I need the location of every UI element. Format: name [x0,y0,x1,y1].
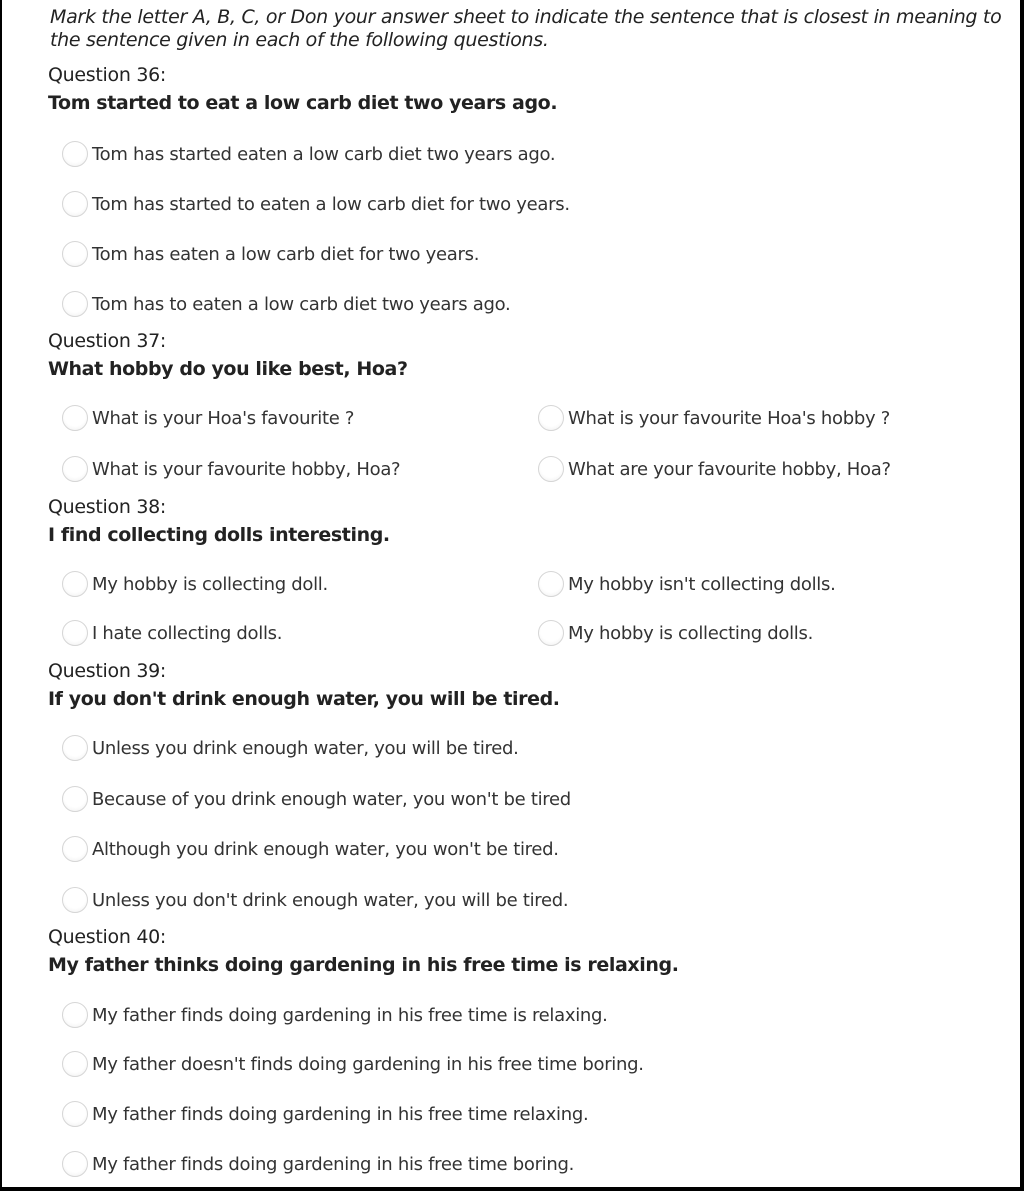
question-37-option-d[interactable] [538,454,891,484]
option-label: Unless you drink enough water, you will be tired. [92,737,519,759]
radio-button-icon[interactable] [62,1002,88,1028]
question-36-option-b[interactable] [62,189,570,219]
question-37-text: What hobby do you like best, Hoa? [48,358,408,380]
question-36-option-a[interactable] [62,139,555,169]
option-label: Because of you drink enough water, you won't be tired [92,788,571,810]
question-37-title: Question 37: [48,330,166,352]
question-40-option-a[interactable] [62,1000,608,1030]
radio-button-icon[interactable] [62,836,88,862]
radio-button-icon[interactable] [62,241,88,267]
radio-button-icon[interactable] [62,735,88,761]
option-label: What is your Hoa's favourite ? [92,407,355,429]
option-label: My hobby is collecting doll. [92,573,328,595]
radio-button-icon[interactable] [538,456,564,482]
radio-button-icon[interactable] [62,887,88,913]
question-37-option-c[interactable] [62,454,400,484]
option-label: Tom has eaten a low carb diet for two years. [92,243,480,265]
option-label: Tom has to eaten a low carb diet two years ago. [92,293,511,315]
quiz-page [2,0,1020,1187]
option-label: My hobby isn't collecting dolls. [568,573,836,595]
option-label: My father finds doing gardening in his free time is relaxing. [92,1004,608,1026]
option-label: My father finds doing gardening in his free time relaxing. [92,1103,589,1125]
radio-button-icon[interactable] [62,1151,88,1177]
option-label: My hobby is collecting dolls. [568,622,813,644]
question-38-text: I find collecting dolls interesting. [48,524,390,546]
option-label: Tom has started to eaten a low carb diet for two years. [92,193,570,215]
radio-button-icon[interactable] [62,456,88,482]
radio-button-icon[interactable] [538,620,564,646]
radio-button-icon[interactable] [62,620,88,646]
question-38-option-b[interactable] [538,569,836,599]
question-40-title: Question 40: [48,926,166,948]
question-39-option-d[interactable] [62,885,568,915]
radio-button-icon[interactable] [62,405,88,431]
option-label: My father finds doing gardening in his free time boring. [92,1153,575,1175]
radio-button-icon[interactable] [62,1101,88,1127]
question-38-option-c[interactable] [62,618,282,648]
radio-button-icon[interactable] [538,571,564,597]
option-label: I hate collecting dolls. [92,622,283,644]
radio-button-icon[interactable] [62,571,88,597]
radio-button-icon[interactable] [62,1051,88,1077]
question-37-option-a[interactable] [62,403,354,433]
question-38-option-d[interactable] [538,618,813,648]
option-label: Tom has started eaten a low carb diet two years ago. [92,143,556,165]
option-label: What is your favourite hobby, Hoa? [92,458,401,480]
option-label: Although you drink enough water, you won't be tired. [92,838,559,860]
question-39-title: Question 39: [48,660,166,682]
question-40-option-c[interactable] [62,1099,588,1129]
question-40-option-b[interactable] [62,1049,644,1079]
question-38-title: Question 38: [48,496,166,518]
question-38-option-a[interactable] [62,569,328,599]
question-40-text: My father thinks doing gardening in his free time is relaxing. [48,954,679,976]
question-36-option-d[interactable] [62,289,510,319]
option-label: My father doesn't finds doing gardening in his free time boring. [92,1053,644,1075]
radio-button-icon[interactable] [62,291,88,317]
question-36-text: Tom started to eat a low carb diet two years ago. [48,92,558,114]
question-39-option-c[interactable] [62,834,559,864]
option-label: What are your favourite hobby, Hoa? [568,458,891,480]
radio-button-icon[interactable] [62,786,88,812]
question-36-option-c[interactable] [62,239,479,269]
instruction-text: Mark the letter A, B, C, or Don your answer sheet to indicate the sentence that is closest in meaning to the sentence given in each of the following questions. [50,6,1002,51]
option-label: Unless you don't drink enough water, you will be tired. [92,889,569,911]
question-36-title: Question 36: [48,64,166,86]
question-39-option-b[interactable] [62,784,571,814]
radio-button-icon[interactable] [62,141,88,167]
question-39-text: If you don't drink enough water, you will be tired. [48,688,560,710]
radio-button-icon[interactable] [62,191,88,217]
option-label: What is your favourite Hoa's hobby ? [568,407,891,429]
question-37-option-b[interactable] [538,403,890,433]
question-40-option-d[interactable] [62,1149,574,1179]
radio-button-icon[interactable] [538,405,564,431]
question-39-option-a[interactable] [62,733,519,763]
